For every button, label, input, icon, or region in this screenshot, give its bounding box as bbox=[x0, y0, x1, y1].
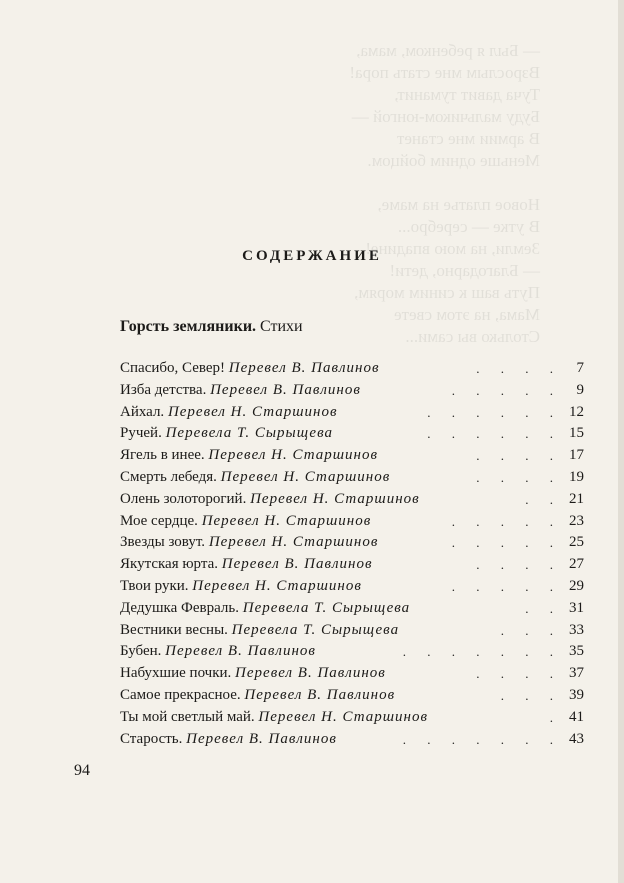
toc-dot-leader: . . . . bbox=[476, 666, 562, 682]
toc-dot-leader: . . . . . bbox=[451, 382, 562, 398]
toc-entry-title: Смерть лебедя. bbox=[120, 468, 217, 485]
toc-entry-page: 17 bbox=[569, 447, 584, 464]
toc-entry-page: 41 bbox=[569, 708, 584, 725]
toc-entry-translator: Перевел Н. Старшинов bbox=[201, 512, 372, 529]
toc-entry-text bbox=[120, 641, 316, 663]
toc-entry-text bbox=[120, 511, 371, 533]
toc-entry-title: Твои руки. bbox=[120, 577, 189, 594]
toc-entry-text bbox=[120, 729, 337, 751]
toc-entry bbox=[120, 554, 584, 576]
toc-entry bbox=[120, 445, 584, 467]
toc-entry-text bbox=[120, 707, 428, 729]
toc-entry-page: 23 bbox=[569, 512, 584, 529]
toc-entry bbox=[120, 532, 584, 554]
toc-dot-leader: . . . bbox=[500, 687, 562, 703]
toc-entry-translator: Перевела Т. Сырыщева bbox=[165, 425, 333, 442]
toc-entry bbox=[120, 685, 584, 707]
toc-entry-title: Спасибо, Север! bbox=[120, 360, 225, 376]
toc-entry-page: 35 bbox=[569, 643, 584, 660]
toc-entry-translator: Перевела Т. Сырыщева bbox=[242, 599, 411, 616]
toc-entry-text bbox=[120, 576, 362, 598]
toc-entry-page: 29 bbox=[569, 577, 584, 594]
toc-entry bbox=[120, 380, 584, 402]
toc-entry bbox=[120, 620, 584, 642]
page-number: 94 bbox=[74, 762, 90, 779]
toc-entry bbox=[120, 358, 584, 380]
toc-entry-text bbox=[120, 423, 333, 445]
section-title bbox=[120, 318, 303, 336]
toc-entry-title: Бубен. bbox=[120, 643, 162, 660]
toc-dot-leader: . . . . . bbox=[451, 535, 562, 551]
toc-entry bbox=[120, 598, 584, 620]
toc-entry-title: Якутская юрта. bbox=[120, 556, 218, 573]
contents-heading: СОДЕРЖАНИЕ bbox=[242, 248, 382, 264]
toc-entry-title: Дедушка Февраль. bbox=[120, 599, 239, 616]
toc-entry-title: Олень золоторогий. bbox=[120, 490, 247, 507]
toc-entry-translator: Перевел В. Павлинов bbox=[244, 686, 396, 703]
toc-entry-page: 27 bbox=[569, 556, 584, 573]
toc-entry-text bbox=[120, 467, 390, 489]
toc-entry-text bbox=[120, 402, 338, 424]
toc-entry-page: 12 bbox=[569, 403, 584, 420]
toc-entry-page: 7 bbox=[576, 360, 584, 376]
toc-dot-leader: . . bbox=[525, 491, 562, 507]
toc-entry-page: 33 bbox=[569, 621, 584, 638]
toc-entry-title: Айхал. bbox=[120, 403, 165, 420]
toc-entry-title: Старость. bbox=[120, 730, 183, 747]
toc-dot-leader: . . . . bbox=[476, 469, 562, 485]
toc-dot-leader: . bbox=[549, 709, 562, 725]
toc-dot-leader: . . . . bbox=[476, 361, 562, 376]
toc-entry-translator: Перевел В. Павлинов bbox=[221, 556, 373, 573]
toc-entry-text bbox=[120, 532, 378, 554]
section-subtitle: Стихи bbox=[260, 318, 303, 335]
toc-entry-translator: Перевела Т. Сырыщева bbox=[231, 621, 400, 638]
toc-dot-leader: . . . . . . bbox=[427, 404, 562, 420]
toc-dot-leader: . . bbox=[525, 600, 562, 616]
toc-entry-translator: Перевел Н. Старшинов bbox=[208, 447, 378, 464]
toc-entry-page: 19 bbox=[569, 468, 584, 485]
toc-entry-page: 37 bbox=[569, 665, 584, 682]
toc-entry-title: Мое сердце. bbox=[120, 512, 198, 529]
bleed-through-text: — Был я ребенком, мама, Взрослым мне стать пора! Туча давит туманит, Буду мальчиком-юнгой — В армии мне станет Меньше одним бойцом. Новое платье на маме, В утке — серебро... Земли, на мою впадине! — Благодарно, дети! Путь ваш к синим морям, Мама, на этом свете Столько вы сами... bbox=[349, 41, 540, 346]
toc-entry-page: 21 bbox=[569, 490, 584, 507]
toc-entry-text bbox=[120, 685, 395, 707]
toc-entry-title: Набухшие почки. bbox=[120, 665, 232, 682]
toc-entry-text bbox=[120, 358, 379, 380]
toc-entry-translator: Перевел Н. Старшинов bbox=[167, 403, 338, 420]
toc-entry-page: 25 bbox=[569, 534, 584, 551]
toc-list bbox=[120, 358, 584, 750]
toc-entry-translator: Перевел В. Павлинов bbox=[186, 730, 337, 747]
toc-entry-text bbox=[120, 598, 410, 620]
toc-entry-translator: Перевел В. Павлинов bbox=[228, 360, 380, 376]
toc-entry bbox=[120, 641, 584, 663]
toc-dot-leader: . . . . bbox=[476, 557, 562, 573]
toc-entry bbox=[120, 489, 584, 511]
toc-entry bbox=[120, 467, 584, 489]
toc-entry-text bbox=[120, 445, 378, 467]
toc-entry bbox=[120, 511, 584, 533]
toc-entry-title: Звезды зовут. bbox=[120, 534, 206, 551]
toc-entry-text bbox=[120, 663, 386, 685]
toc-entry-title: Вестники весны. bbox=[120, 621, 228, 638]
toc-entry-title: Ты мой светлый май. bbox=[120, 708, 255, 725]
toc-entry-text bbox=[120, 380, 361, 402]
toc-entry-text bbox=[120, 620, 399, 642]
toc-entry-text bbox=[120, 489, 420, 511]
toc-entry bbox=[120, 423, 584, 445]
toc-entry-title: Изба детства. bbox=[120, 381, 207, 398]
toc-entry bbox=[120, 707, 584, 729]
section-name: Горсть земляники. bbox=[120, 318, 257, 335]
toc-entry-page: 43 bbox=[569, 730, 584, 747]
toc-dot-leader: . . . . . bbox=[451, 513, 562, 529]
toc-entry-translator: Перевел Н. Старшинов bbox=[208, 534, 379, 551]
toc-entry-page: 9 bbox=[576, 381, 584, 398]
toc-entry bbox=[120, 663, 584, 685]
toc-entry-translator: Перевел В. Павлинов bbox=[165, 643, 316, 660]
toc-entry-translator: Перевел Н. Старшинов bbox=[220, 468, 391, 485]
toc-entry-title: Ягель в инее. bbox=[120, 447, 205, 464]
toc-entry bbox=[120, 729, 584, 751]
toc-entry-page: 39 bbox=[569, 686, 584, 703]
toc-entry-text bbox=[120, 554, 372, 576]
toc-dot-leader: . . . . bbox=[476, 448, 562, 464]
toc-entry bbox=[120, 576, 584, 598]
toc-entry-page: 31 bbox=[569, 599, 584, 616]
toc-dot-leader: . . . . . . . bbox=[402, 644, 562, 660]
toc-entry-title: Ручей. bbox=[120, 425, 162, 442]
toc-entry-title: Самое прекрасное. bbox=[120, 686, 241, 703]
toc-entry-translator: Перевел Н. Старшинов bbox=[250, 490, 420, 507]
toc-entry-translator: Перевел В. Павлинов bbox=[235, 665, 386, 682]
toc-entry bbox=[120, 402, 584, 424]
toc-dot-leader: . . . . . bbox=[451, 578, 562, 594]
toc-entry-translator: Перевел Н. Старшинов bbox=[258, 708, 428, 725]
toc-dot-leader: . . . bbox=[500, 622, 562, 638]
toc-dot-leader: . . . . . . . bbox=[402, 731, 562, 747]
toc-entry-page: 15 bbox=[569, 425, 584, 442]
toc-dot-leader: . . . . . . bbox=[427, 426, 562, 442]
toc-entry-translator: Перевел Н. Старшинов bbox=[192, 577, 362, 594]
toc-entry-translator: Перевел В. Павлинов bbox=[210, 381, 361, 398]
